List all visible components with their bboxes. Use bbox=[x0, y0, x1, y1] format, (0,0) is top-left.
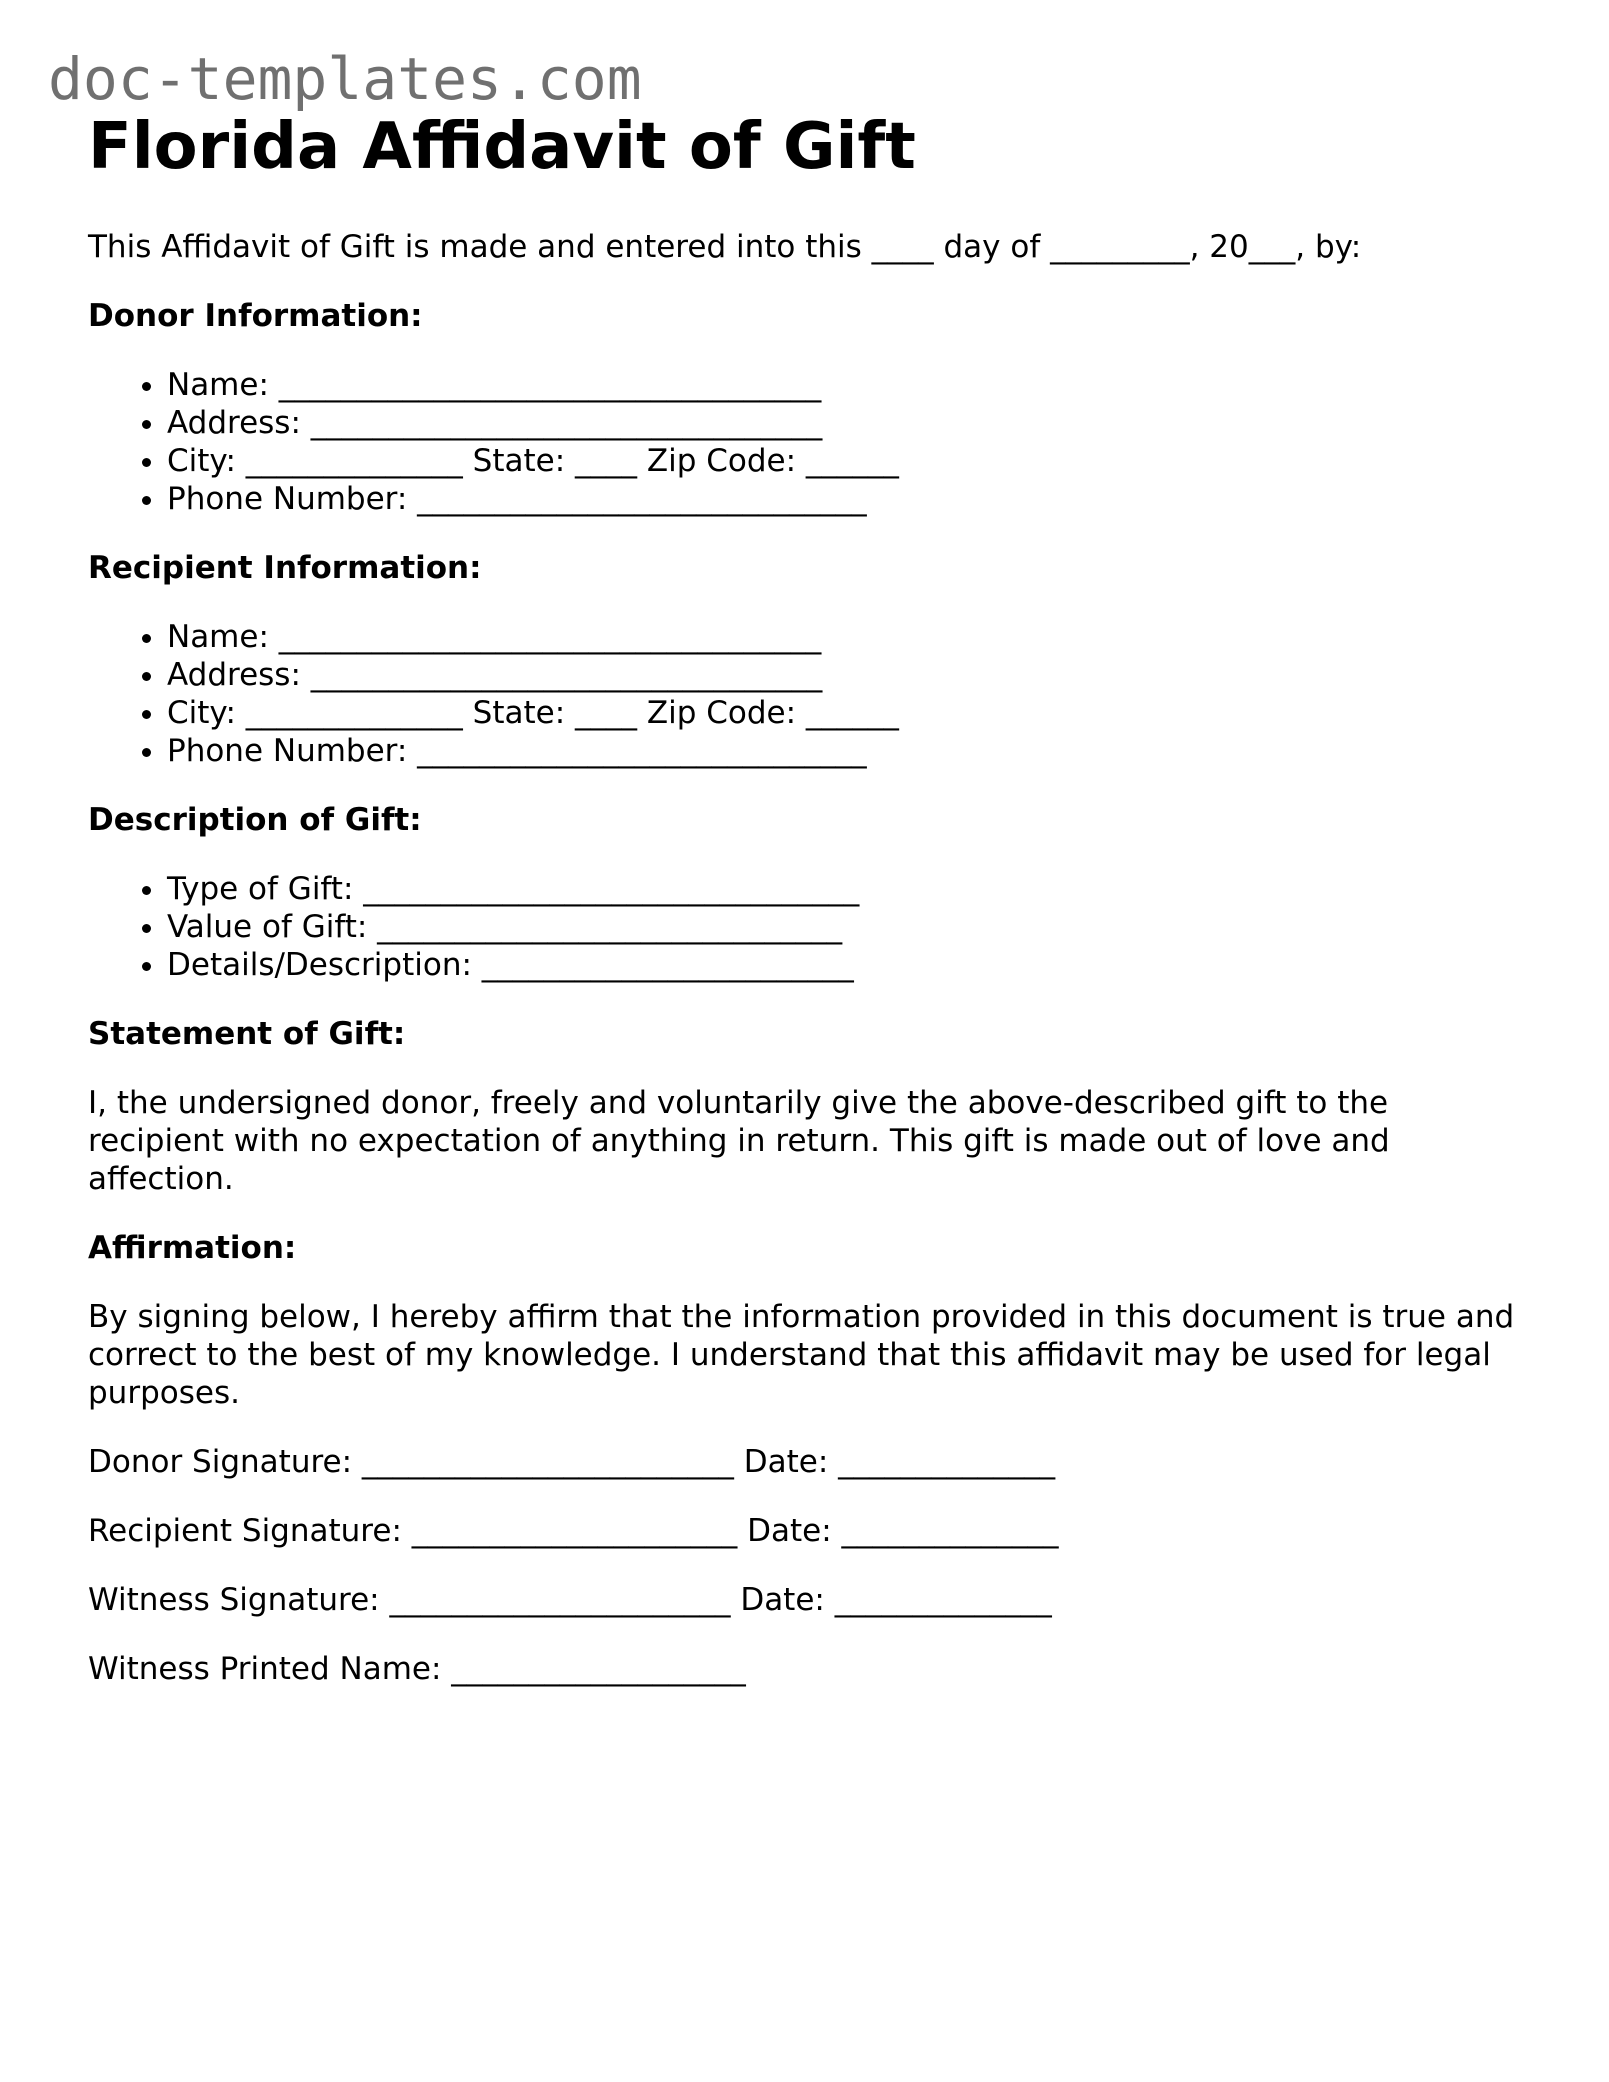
recipient-address-field: • Address: _________________________________ bbox=[167, 656, 1528, 694]
statement-heading: Statement of Gift: bbox=[88, 1016, 406, 1052]
recipient-heading: Recipient Information: bbox=[88, 550, 482, 586]
recipient-city-state-zip-field: • City: ______________ State: ____ Zip Code: ______ bbox=[167, 694, 1528, 732]
watermark: doc-templates.com bbox=[48, 45, 642, 113]
witness-signature-line: Witness Signature: ______________________ Date: ______________ bbox=[88, 1582, 1052, 1618]
donor-name-field: • Name: ___________________________________ bbox=[167, 366, 1528, 404]
gift-heading: Description of Gift: bbox=[88, 802, 422, 838]
gift-type-field: • Type of Gift: ________________________________ bbox=[167, 870, 1528, 908]
donor-signature-line: Donor Signature: ________________________ Date: ______________ bbox=[88, 1444, 1056, 1480]
recipient-phone-field: • Phone Number: _____________________________ bbox=[167, 732, 1528, 770]
gift-value-field: • Value of Gift: ______________________________ bbox=[167, 908, 1528, 946]
donor-heading: Donor Information: bbox=[88, 298, 423, 334]
gift-details-field: • Details/Description: ________________________ bbox=[167, 946, 1528, 984]
statement-text: I, the undersigned donor, freely and voluntarily give the above-described gift to the recipient with no expectation of anything in return. This gift is made out of love and affection. bbox=[88, 1085, 1390, 1197]
affirmation-text: By signing below, I hereby affirm that the information provided in this document is true and correct to the best of my knowledge. I understand that this affidavit may be used for legal purposes. bbox=[88, 1299, 1515, 1411]
recipient-list bbox=[88, 618, 1528, 770]
gift-list bbox=[88, 870, 1528, 984]
donor-address-field: • Address: _________________________________ bbox=[167, 404, 1528, 442]
recipient-name-field: • Name: ___________________________________ bbox=[167, 618, 1528, 656]
page-title: Florida Affidavit of Gift bbox=[88, 110, 916, 184]
witness-printed-name-line: Witness Printed Name: ___________________ bbox=[88, 1651, 746, 1687]
affirmation-heading: Affirmation: bbox=[88, 1230, 297, 1266]
donor-list bbox=[88, 366, 1528, 518]
document-body bbox=[88, 228, 1528, 1719]
donor-city-state-zip-field: • City: ______________ State: ____ Zip Code: ______ bbox=[167, 442, 1528, 480]
donor-phone-field: • Phone Number: _____________________________ bbox=[167, 480, 1528, 518]
recipient-signature-line: Recipient Signature: _____________________ Date: ______________ bbox=[88, 1513, 1059, 1549]
intro-line: This Affidavit of Gift is made and entered into this ____ day of _________, 20___, by: bbox=[88, 229, 1362, 265]
